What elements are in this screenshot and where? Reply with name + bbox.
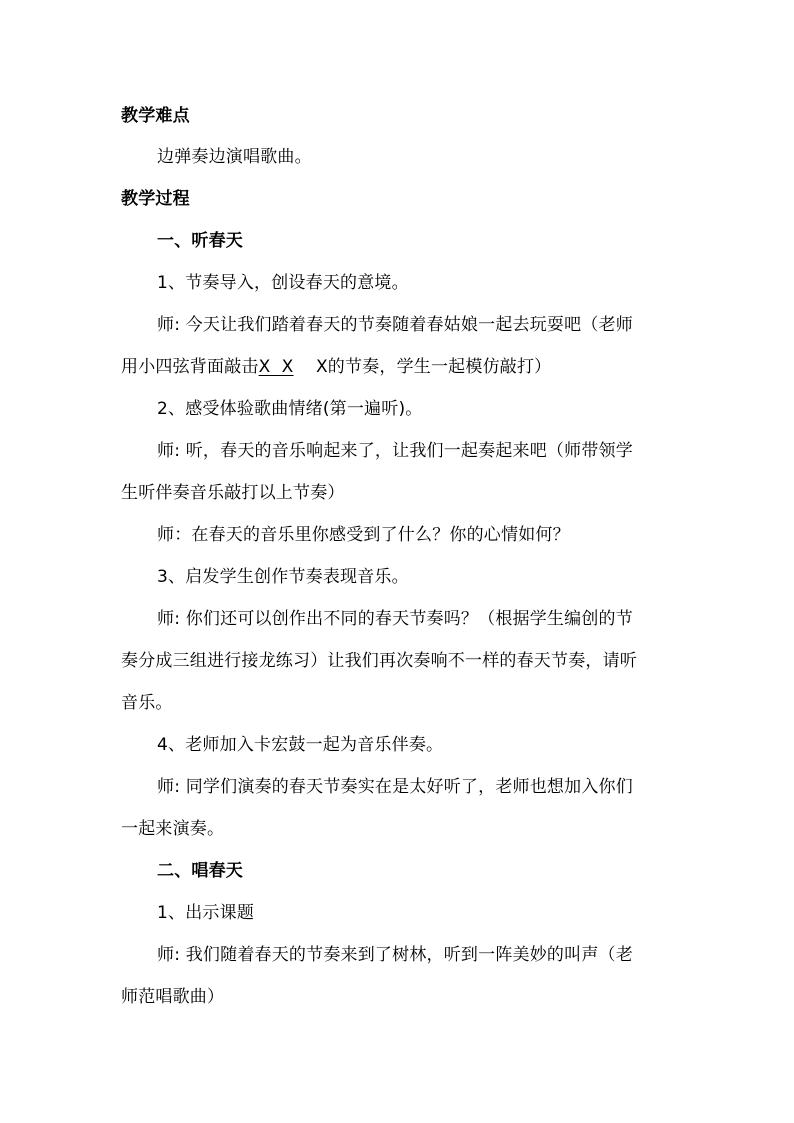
section2-paragraph1-line1: 师: 我们随着春天的节奏来到了树林，听到一阵美妙的叫声（老 (157, 945, 633, 965)
section1-paragraph2-line2: 生听伴奏音乐敲打以上节奏） (121, 483, 345, 503)
section2-paragraph1-line2: 师范唱歌曲） (121, 987, 225, 1007)
section-title-sing-spring: 二、唱春天 (157, 861, 243, 881)
section-title-listen-spring: 一、听春天 (157, 231, 243, 251)
rhythm-notation: X X (258, 357, 294, 377)
p1-line2-prefix: 用小四弦背面敲击 (121, 357, 259, 377)
section1-item4: 4、老师加入卡宏鼓一起为音乐伴奏。 (157, 735, 444, 755)
section1-item2: 2、感受体验歌曲情绪(第一遍听)。 (157, 399, 423, 419)
p1-line2-suffix: X的节奏，学生一起模仿敲打） (315, 357, 552, 377)
section1-paragraph5-line2: 一起来演奏。 (121, 819, 225, 839)
heading-teaching-process: 教学过程 (121, 189, 190, 209)
section1-paragraph2-line1: 师: 听，春天的音乐响起来了，让我们一起奏起来吧（师带领学 (157, 441, 633, 461)
rhythm-gap (294, 357, 316, 377)
section1-paragraph4-line3: 音乐。 (121, 693, 173, 713)
section1-paragraph4-line1: 师: 你们还可以创作出不同的春天节奏吗？（根据学生编创的节 (157, 609, 633, 629)
section1-paragraph1-line1: 师: 今天让我们踏着春天的节奏随着春姑娘一起去玩耍吧（老师 (157, 315, 633, 335)
section1-item3: 3、启发学生创作节奏表现音乐。 (157, 567, 409, 587)
heading-teaching-difficulty: 教学难点 (121, 106, 190, 126)
difficulty-text: 边弹奏边演唱歌曲。 (157, 147, 312, 167)
section1-item1: 1、节奏导入，创设春天的意境。 (157, 273, 409, 293)
section1-paragraph1-line2 (121, 356, 551, 378)
section1-paragraph3: 师：在春天的音乐里你感受到了什么？你的心情如何？ (157, 525, 570, 545)
section1-paragraph4-line2: 奏分成三组进行接龙练习）让我们再次奏响不一样的春天节奏，请听 (121, 651, 637, 671)
section2-item1: 1、出示课题 (157, 903, 255, 923)
section1-paragraph5-line1: 师: 同学们演奏的春天节奏实在是太好听了，老师也想加入你们 (157, 777, 633, 797)
